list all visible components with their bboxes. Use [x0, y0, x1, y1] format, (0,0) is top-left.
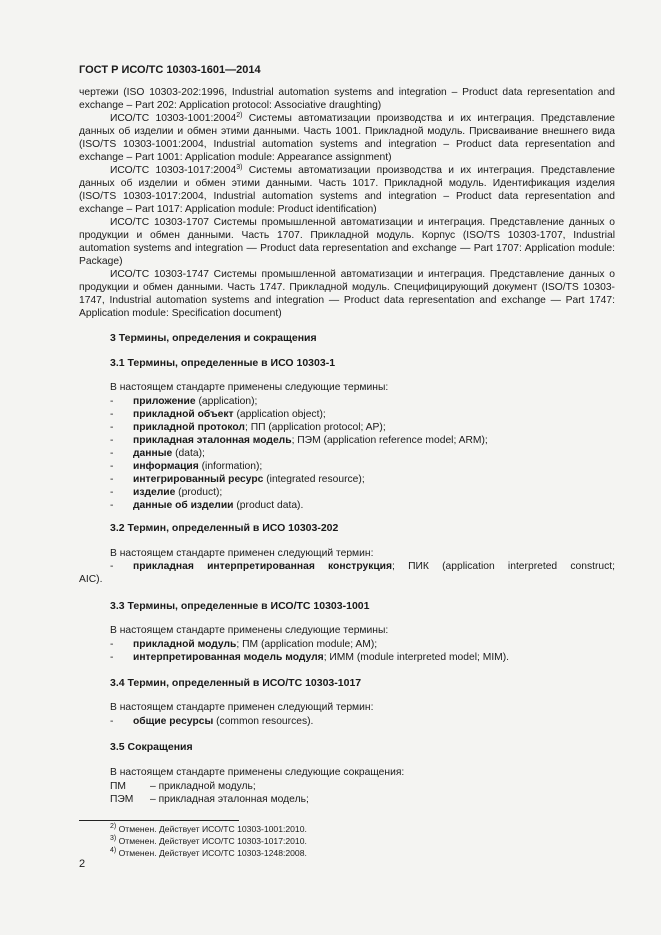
list-item: - прикладной объект (application object);	[110, 409, 326, 420]
section-3-1-terms	[110, 395, 488, 512]
section-3-5-intro: В настоящем стандарте применены следующие сокращения:	[110, 767, 405, 778]
section-3-1-intro: В настоящем стандарте применены следующие термины:	[110, 382, 389, 393]
list-item: - данные об изделии (product data).	[110, 500, 304, 511]
footnote: $^{2)}$ Отменен. Действует ИСО/ТС 10303-1001:2010.	[110, 823, 307, 834]
section-3-5-heading: 3.5 Сокращения	[110, 741, 193, 753]
list-item: - общие ресурсы (common resources).	[110, 716, 314, 727]
list-item: - прикладная эталонная модель; ПЭМ (application reference model; ARM);	[110, 435, 488, 446]
abbreviation-row: ПЭМ – прикладная эталонная модель;	[110, 794, 309, 805]
abbreviations-list	[110, 780, 309, 806]
ref-iso-1001: ИСО/ТС 10303-1001:2004$^{2)}$ Системы автоматизации производства и их интеграция. Представление данных об изделии и обмен этими данными. Часть 1001. Прикладной модуль. Присваивание внешнего вида (ISO/TS 10303-1001:2004, Industrial automation systems and integration – Product data representation and exchange – Part 1001: Application module: Appearance assignment)	[79, 112, 615, 163]
section-3-2-term: - прикладная интерпретированная конструкция; ПИК (application interpreted construct;	[110, 561, 615, 572]
list-item: - данные (data);	[110, 448, 205, 459]
section-3-2-intro: В настоящем стандарте применен следующий термин:	[110, 548, 374, 559]
page-number: 2	[79, 858, 86, 870]
section-3-3-intro: В настоящем стандарте применены следующие термины:	[110, 625, 389, 636]
list-item: - прикладной модуль; ПМ (application module; AM);	[110, 639, 378, 650]
ref-iso-1707: ИСО/ТС 10303-1707 Системы промышленной автоматизации и интеграция. Представление данных о продукции и обмен данными. Часть 1707. Прикладной модуль. Корпус (ISO/TS 10303-1707, Industrial automation systems and integration — Product data representation and exchange — Part 1707: Application module: Package)	[79, 217, 615, 267]
footnote: $^{4)}$ Отменен. Действует ИСО/ТС 10303-1248:2008.	[110, 847, 307, 858]
section-3-heading: 3 Термины, определения и сокращения	[110, 332, 317, 344]
page-header: ГОСТ Р ИСО/ТС 10303-1601—2014	[79, 64, 261, 76]
footnotes	[110, 823, 307, 859]
list-item: - интерпретированная модель модуля; ИММ (module interpreted model; MIM).	[110, 652, 510, 663]
ref-iso-1017: ИСО/ТС 10303-1017:2004$^{3)}$ Системы автоматизации производства и их интеграция. Представление данных об изделии и обмен этими данными. Часть 1017. Прикладной модуль. Идентификация изделия (ISO/TS 10303-1017:2004, Industrial automation systems and integration – Product data representation and exchange – Part 1017: Application module: Product identification)	[79, 164, 615, 215]
section-3-2-term-tail: AIC).	[79, 574, 103, 585]
footnote-divider	[79, 820, 239, 821]
section-3-4-intro: В настоящем стандарте применен следующий термин:	[110, 702, 374, 713]
section-3-3-terms	[110, 638, 509, 664]
abbreviation-row: ПМ – прикладной модуль;	[110, 781, 256, 792]
footnote: $^{3)}$ Отменен. Действует ИСО/ТС 10303-1017:2010.	[110, 835, 307, 846]
ref-iso-1747: ИСО/ТС 10303-1747 Системы промышленной автоматизации и интеграция. Представление данных о продукции и обмен данными. Часть 1747. Прикладной модуль. Специфицирующий документ (ISO/TS 10303-1747, Industrial automation systems and integration — Product data representation and exchange — Part 1747: Application module: Specification document)	[79, 269, 615, 319]
section-3-4-heading: 3.4 Термин, определенный в ИСО/ТС 10303-1017	[110, 677, 362, 689]
list-item: - изделие (product);	[110, 487, 223, 498]
list-item: - приложение (application);	[110, 396, 258, 407]
list-item: - прикладной протокол; ПП (application protocol; AP);	[110, 422, 386, 433]
section-3-4-terms	[110, 715, 313, 728]
references-block	[79, 86, 615, 320]
ref-iso-202: чертежи (ISO 10303-202:1996, Industrial automation systems and integration – Product data representation and exchange – Part 202: Application protocol: Associative draughting)	[79, 87, 615, 111]
section-3-1-heading: 3.1 Термины, определенные в ИСО 10303-1	[110, 357, 336, 369]
list-item: - интегрированный ресурс (integrated resource);	[110, 474, 365, 485]
section-3-3-heading: 3.3 Термины, определенные в ИСО/ТС 10303-1001	[110, 600, 370, 612]
list-item: - информация (information);	[110, 461, 263, 472]
section-3-2-heading: 3.2 Термин, определенный в ИСО 10303-202	[110, 522, 339, 534]
